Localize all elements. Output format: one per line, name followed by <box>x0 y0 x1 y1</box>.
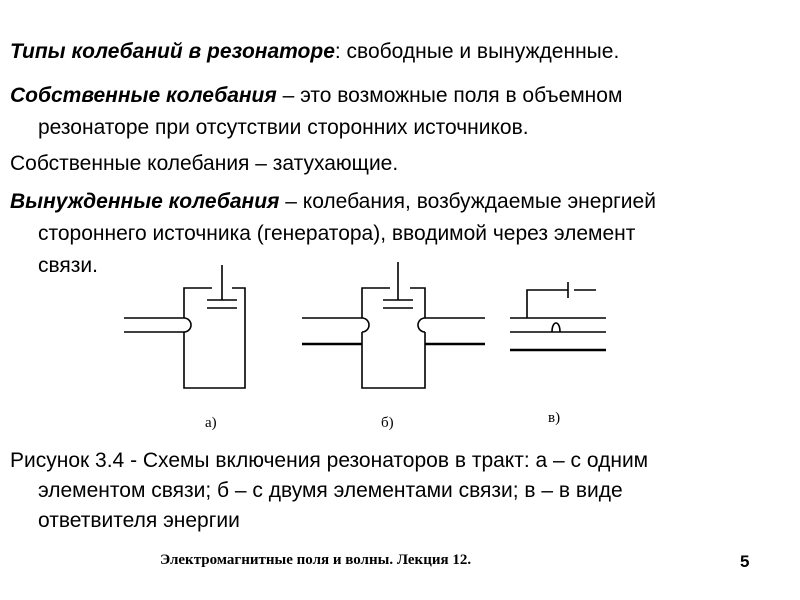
forced-text-line1: – колебания, возбуждаемые энергией <box>279 190 656 213</box>
eigen-term: Собственные колебания <box>10 84 277 107</box>
scheme-b-diagram <box>302 262 485 388</box>
caption-line2: элементом связи; б – с двумя элементами связи; в – в виде <box>38 479 623 502</box>
page-number: 5 <box>740 552 750 571</box>
footer-text: Электромагнитные поля и волны. Лекция 12. <box>160 552 472 568</box>
caption-line3: ответвителя энергии <box>38 509 240 532</box>
eigen-text-line2: резонаторе при отсутствии сторонних источников. <box>38 116 529 139</box>
forced-term: Вынужденные колебания <box>10 190 280 213</box>
caption-line1: Рисунок 3.4 - Схемы включения резонаторов в тракт: а – с одним <box>10 449 649 472</box>
scheme-c-diagram <box>510 282 606 350</box>
label-a: а) <box>205 415 217 431</box>
forced-text-line2: стороннего источника (генератора), вводимой через элемент <box>38 222 636 245</box>
figure-caption <box>10 446 790 536</box>
label-b: б) <box>381 415 394 431</box>
types-term: Типы колебаний в резонаторе <box>10 40 335 63</box>
eigen-text-line1: – это возможные поля в объемном <box>276 84 623 107</box>
scheme-a-diagram <box>124 265 245 388</box>
label-c: в) <box>548 410 561 426</box>
damped-paragraph: Собственные колебания – затухающие. <box>10 152 399 175</box>
types-text: : свободные и вынужденные. <box>334 40 620 63</box>
forced-text-line3: связи. <box>38 254 98 277</box>
